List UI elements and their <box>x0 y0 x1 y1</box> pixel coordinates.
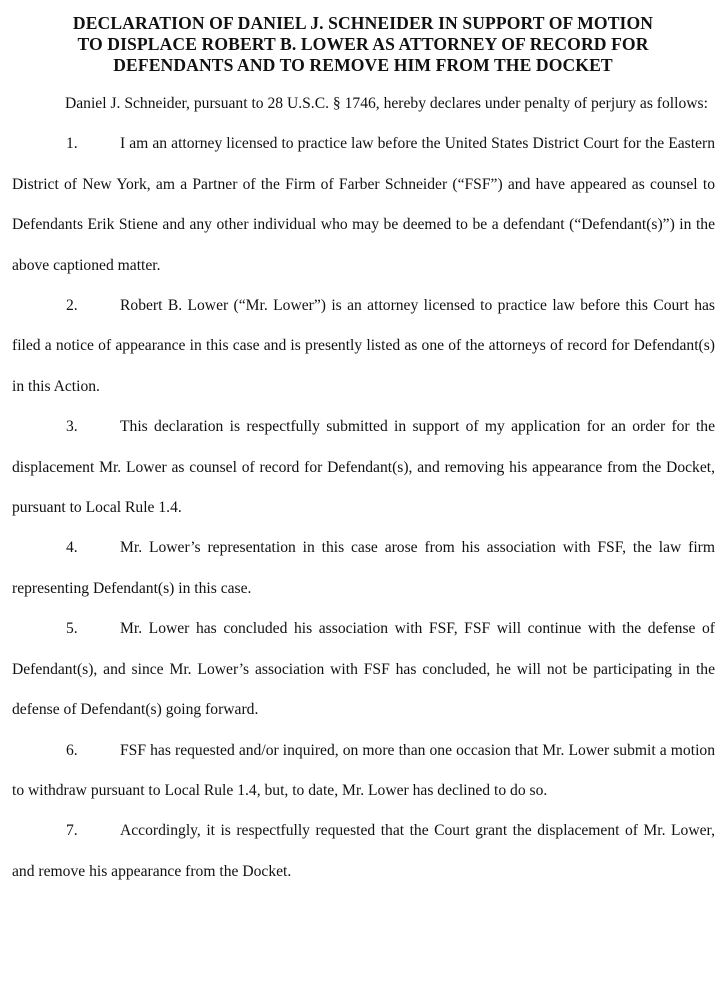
intro-paragraph: Daniel J. Schneider, pursuant to 28 U.S.C. § 1746, hereby declares under penalty of perjury as follows: <box>65 95 708 112</box>
paragraph-6 <box>12 731 715 812</box>
paragraph-number: 7. <box>66 822 78 840</box>
paragraph-number: 1. <box>66 135 78 153</box>
paragraph-number: 5. <box>66 620 78 638</box>
paragraph-text: I am an attorney licensed to practice law before the United States District Court for the Eastern District of New York, am a Partner of the Firm of Farber Schneider (“FSF”) and have appeared as counsel to Defendants Erik Stiene and any other individual who may be deemed to be a defendant (“Defendant(s)”) in the above captioned matter. <box>12 135 715 274</box>
paragraph-text: Robert B. Lower (“Mr. Lower”) is an attorney licensed to practice law before this Court has filed a notice of appearance in this case and is presently listed as one of the attorneys of record for Defendant(s) in this Action. <box>12 297 715 395</box>
paragraph-7 <box>12 811 715 892</box>
title-line-3: DEFENDANTS AND TO REMOVE HIM FROM THE DOCKET <box>113 55 613 75</box>
title-line-1: DECLARATION OF DANIEL J. SCHNEIDER IN SUPPORT OF MOTION <box>72 13 654 33</box>
paragraph-5 <box>12 609 715 730</box>
paragraph-number: 6. <box>66 741 78 759</box>
paragraph-3 <box>12 407 715 528</box>
paragraph-2 <box>12 286 715 407</box>
paragraph-number: 2. <box>66 297 78 315</box>
paragraph-text: Mr. Lower has concluded his association with FSF, FSF will continue with the defense of Defendant(s), and since Mr. Lower’s association with FSF has concluded, he will not be participating in the defense of Defendant(s) going forward. <box>12 620 715 719</box>
document-body <box>12 84 715 892</box>
paragraph-1 <box>12 124 715 286</box>
paragraph-text: FSF has requested and/or inquired, on more than one occasion that Mr. Lower submit a motion to withdraw pursuant to Local Rule 1.4, but, to date, Mr. Lower has declined to do so. <box>12 741 715 799</box>
paragraph-number: 3. <box>66 418 78 436</box>
paragraph-text: Accordingly, it is respectfully requested that the Court grant the displacement of Mr. Lower, and remove his appearance from the Docket. <box>12 822 715 880</box>
paragraph-number: 4. <box>66 539 78 557</box>
title-line-2: TO DISPLACE ROBERT B. LOWER AS ATTORNEY OF RECORD FOR <box>77 34 649 54</box>
paragraph-4 <box>12 528 715 609</box>
paragraph-text: Mr. Lower’s representation in this case arose from his association with FSF, the law firm representing Defendant(s) in this case. <box>12 539 715 597</box>
document-title <box>0 0 726 76</box>
paragraph-text: This declaration is respectfully submitted in support of my application for an order for the displacement Mr. Lower as counsel of record for Defendant(s), and removing his appearance from the Docket, pursuant to Local Rule 1.4. <box>12 418 715 517</box>
